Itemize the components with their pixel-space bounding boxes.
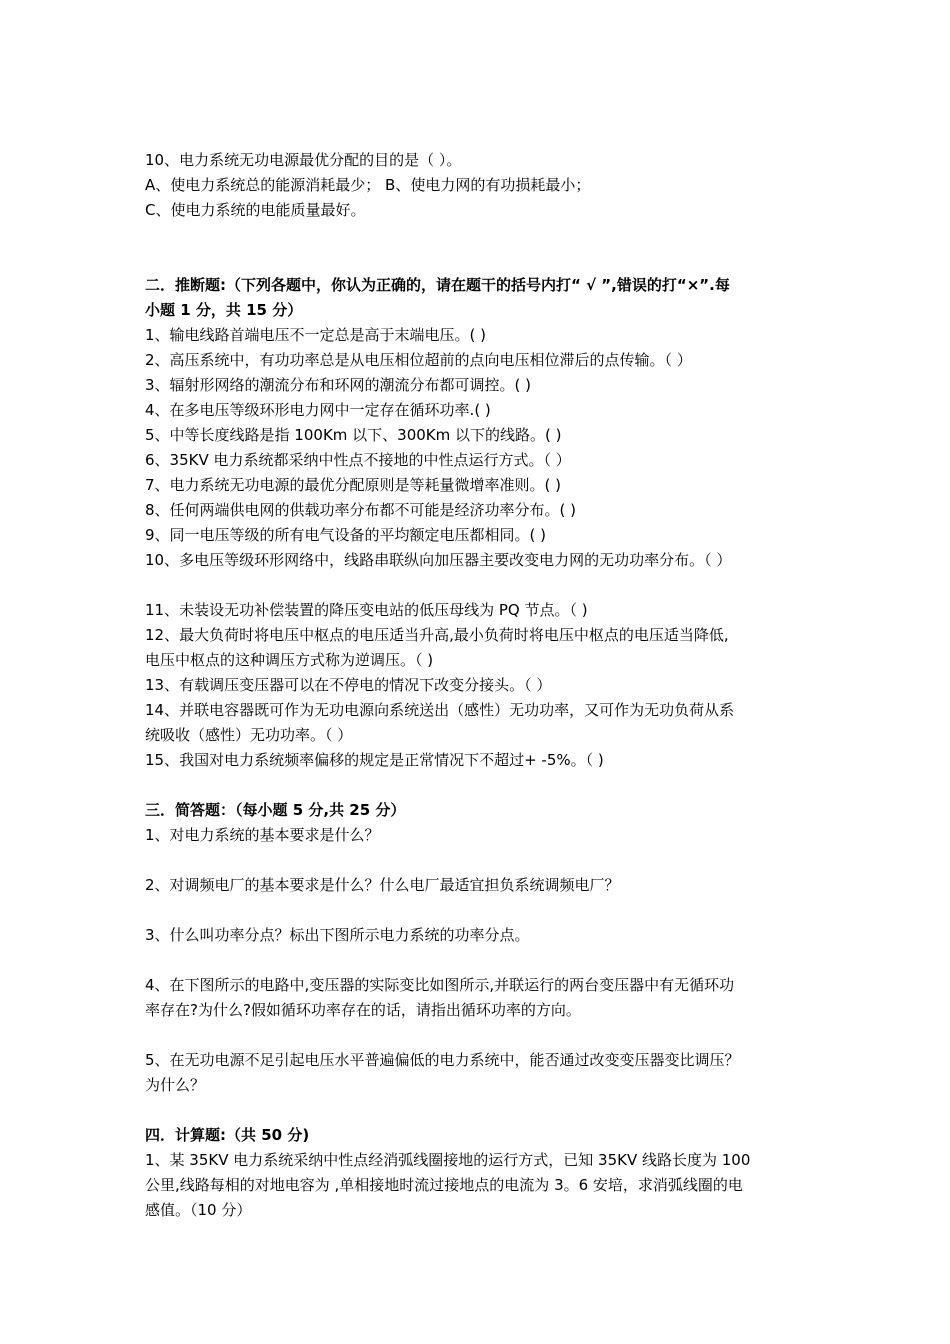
tf-item-cont: 统吸收（感性）无功功率。（ ） bbox=[145, 726, 353, 744]
calc-item: 1、某 35KV 电力系统采纳中性点经消弧线圈接地的运行方式，已知 35KV 线路长度为 100 bbox=[145, 1151, 751, 1169]
calc-item-cont: 感值。（10 分） bbox=[145, 1201, 252, 1219]
short-answer-item: 3、什么叫功率分点？标出下图所示电力系统的功率分点。 bbox=[145, 926, 530, 944]
tf-item: 9、同一电压等级的所有电气设备的平均额定电压都相同。( ) bbox=[145, 526, 547, 544]
tf-item: 3、辐射形网络的潮流分布和环网的潮流分布都可调控。( ) bbox=[145, 376, 532, 394]
short-answer-item-cont: 率存在?为什么?假如循环功率存在的话，请指出循环功率的方向。 bbox=[145, 1001, 581, 1019]
short-answer-item: 1、对电力系统的基本要求是什么？ bbox=[145, 826, 380, 844]
tf-item: 2、高压系统中，有功功率总是从电压相位超前的点向电压相位滞后的点传输。（ ） bbox=[145, 351, 692, 369]
question-10: 10、电力系统无功电源最优分配的目的是（ ）。 bbox=[145, 151, 462, 169]
short-answer-item-cont: 为什么？ bbox=[145, 1076, 206, 1094]
question-10-option-c: C、使电力系统的电能质量最好。 bbox=[145, 201, 366, 219]
tf-item: 11、未装设无功补偿装置的降压变电站的低压母线为 PQ 节点。（ ) bbox=[145, 601, 588, 619]
tf-item: 6、35KV 电力系统都采纳中性点不接地的中性点运行方式。（ ） bbox=[145, 451, 571, 469]
section-4-heading: 四．计算题:（共 50 分) bbox=[145, 1126, 310, 1144]
tf-item: 13、有载调压变压器可以在不停电的情况下改变分接头。（ ） bbox=[145, 676, 552, 694]
tf-item: 4、在多电压等级环形电力网中一定存在循环功率.( ) bbox=[145, 401, 491, 419]
tf-item: 1、输电线路首端电压不一定总是高于末端电压。( ) bbox=[145, 326, 487, 344]
tf-item-cont: 电压中枢点的这种调压方式称为逆调压。（ ) bbox=[145, 651, 434, 669]
section-2-heading-cont: 小题 1 分，共 15 分） bbox=[145, 301, 303, 319]
tf-item: 14、并联电容器既可作为无功电源向系统送出（感性）无功功率，又可作为无功负荷从系 bbox=[145, 701, 735, 719]
tf-item: 8、任何两端供电网的供载功率分布都不可能是经济功率分布。( ) bbox=[145, 501, 577, 519]
tf-item: 15、我国对电力系统频率偏移的规定是正常情况下不超过+ -5%。（ ) bbox=[145, 751, 604, 769]
short-answer-item: 5、在无功电源不足引起电压水平普遍偏低的电力系统中，能否通过改变变压器变比调压？ bbox=[145, 1051, 740, 1069]
tf-item: 7、电力系统无功电源的最优分配原则是等耗量微增率准则。( ) bbox=[145, 476, 562, 494]
short-answer-item: 2、对调频电厂的基本要求是什么？什么电厂最适宜担负系统调频电厂？ bbox=[145, 876, 620, 894]
section-3-heading: 三．简答题：（每小题 5 分,共 25 分） bbox=[145, 801, 406, 819]
tf-item: 12、最大负荷时将电压中枢点的电压适当升高,最小负荷时将电压中枢点的电压适当降低, bbox=[145, 626, 729, 644]
section-2-heading: 二．推断题:（下列各题中，你认为正确的，请在题干的括号内打“ √ ”,错误的打“×”.每 bbox=[145, 276, 730, 294]
calc-item-cont: 公里,线路每相的对地电容为 ,单相接地时流过接地点的电流为 3。6 安培，求消弧线圈的电 bbox=[145, 1176, 743, 1194]
tf-item: 10、多电压等级环形网络中，线路串联纵向加压器主要改变电力网的无功功率分布。（ ） bbox=[145, 551, 732, 569]
question-10-options-ab: A、使电力系统总的能源消耗最少； B、使电力网的有功损耗最小； bbox=[145, 176, 591, 194]
short-answer-item: 4、在下图所示的电路中,变压器的实际变比如图所示,并联运行的两台变压器中有无循环功 bbox=[145, 976, 735, 994]
tf-item: 5、中等长度线路是指 100Km 以下、300Km 以下的线路。( ) bbox=[145, 426, 562, 444]
